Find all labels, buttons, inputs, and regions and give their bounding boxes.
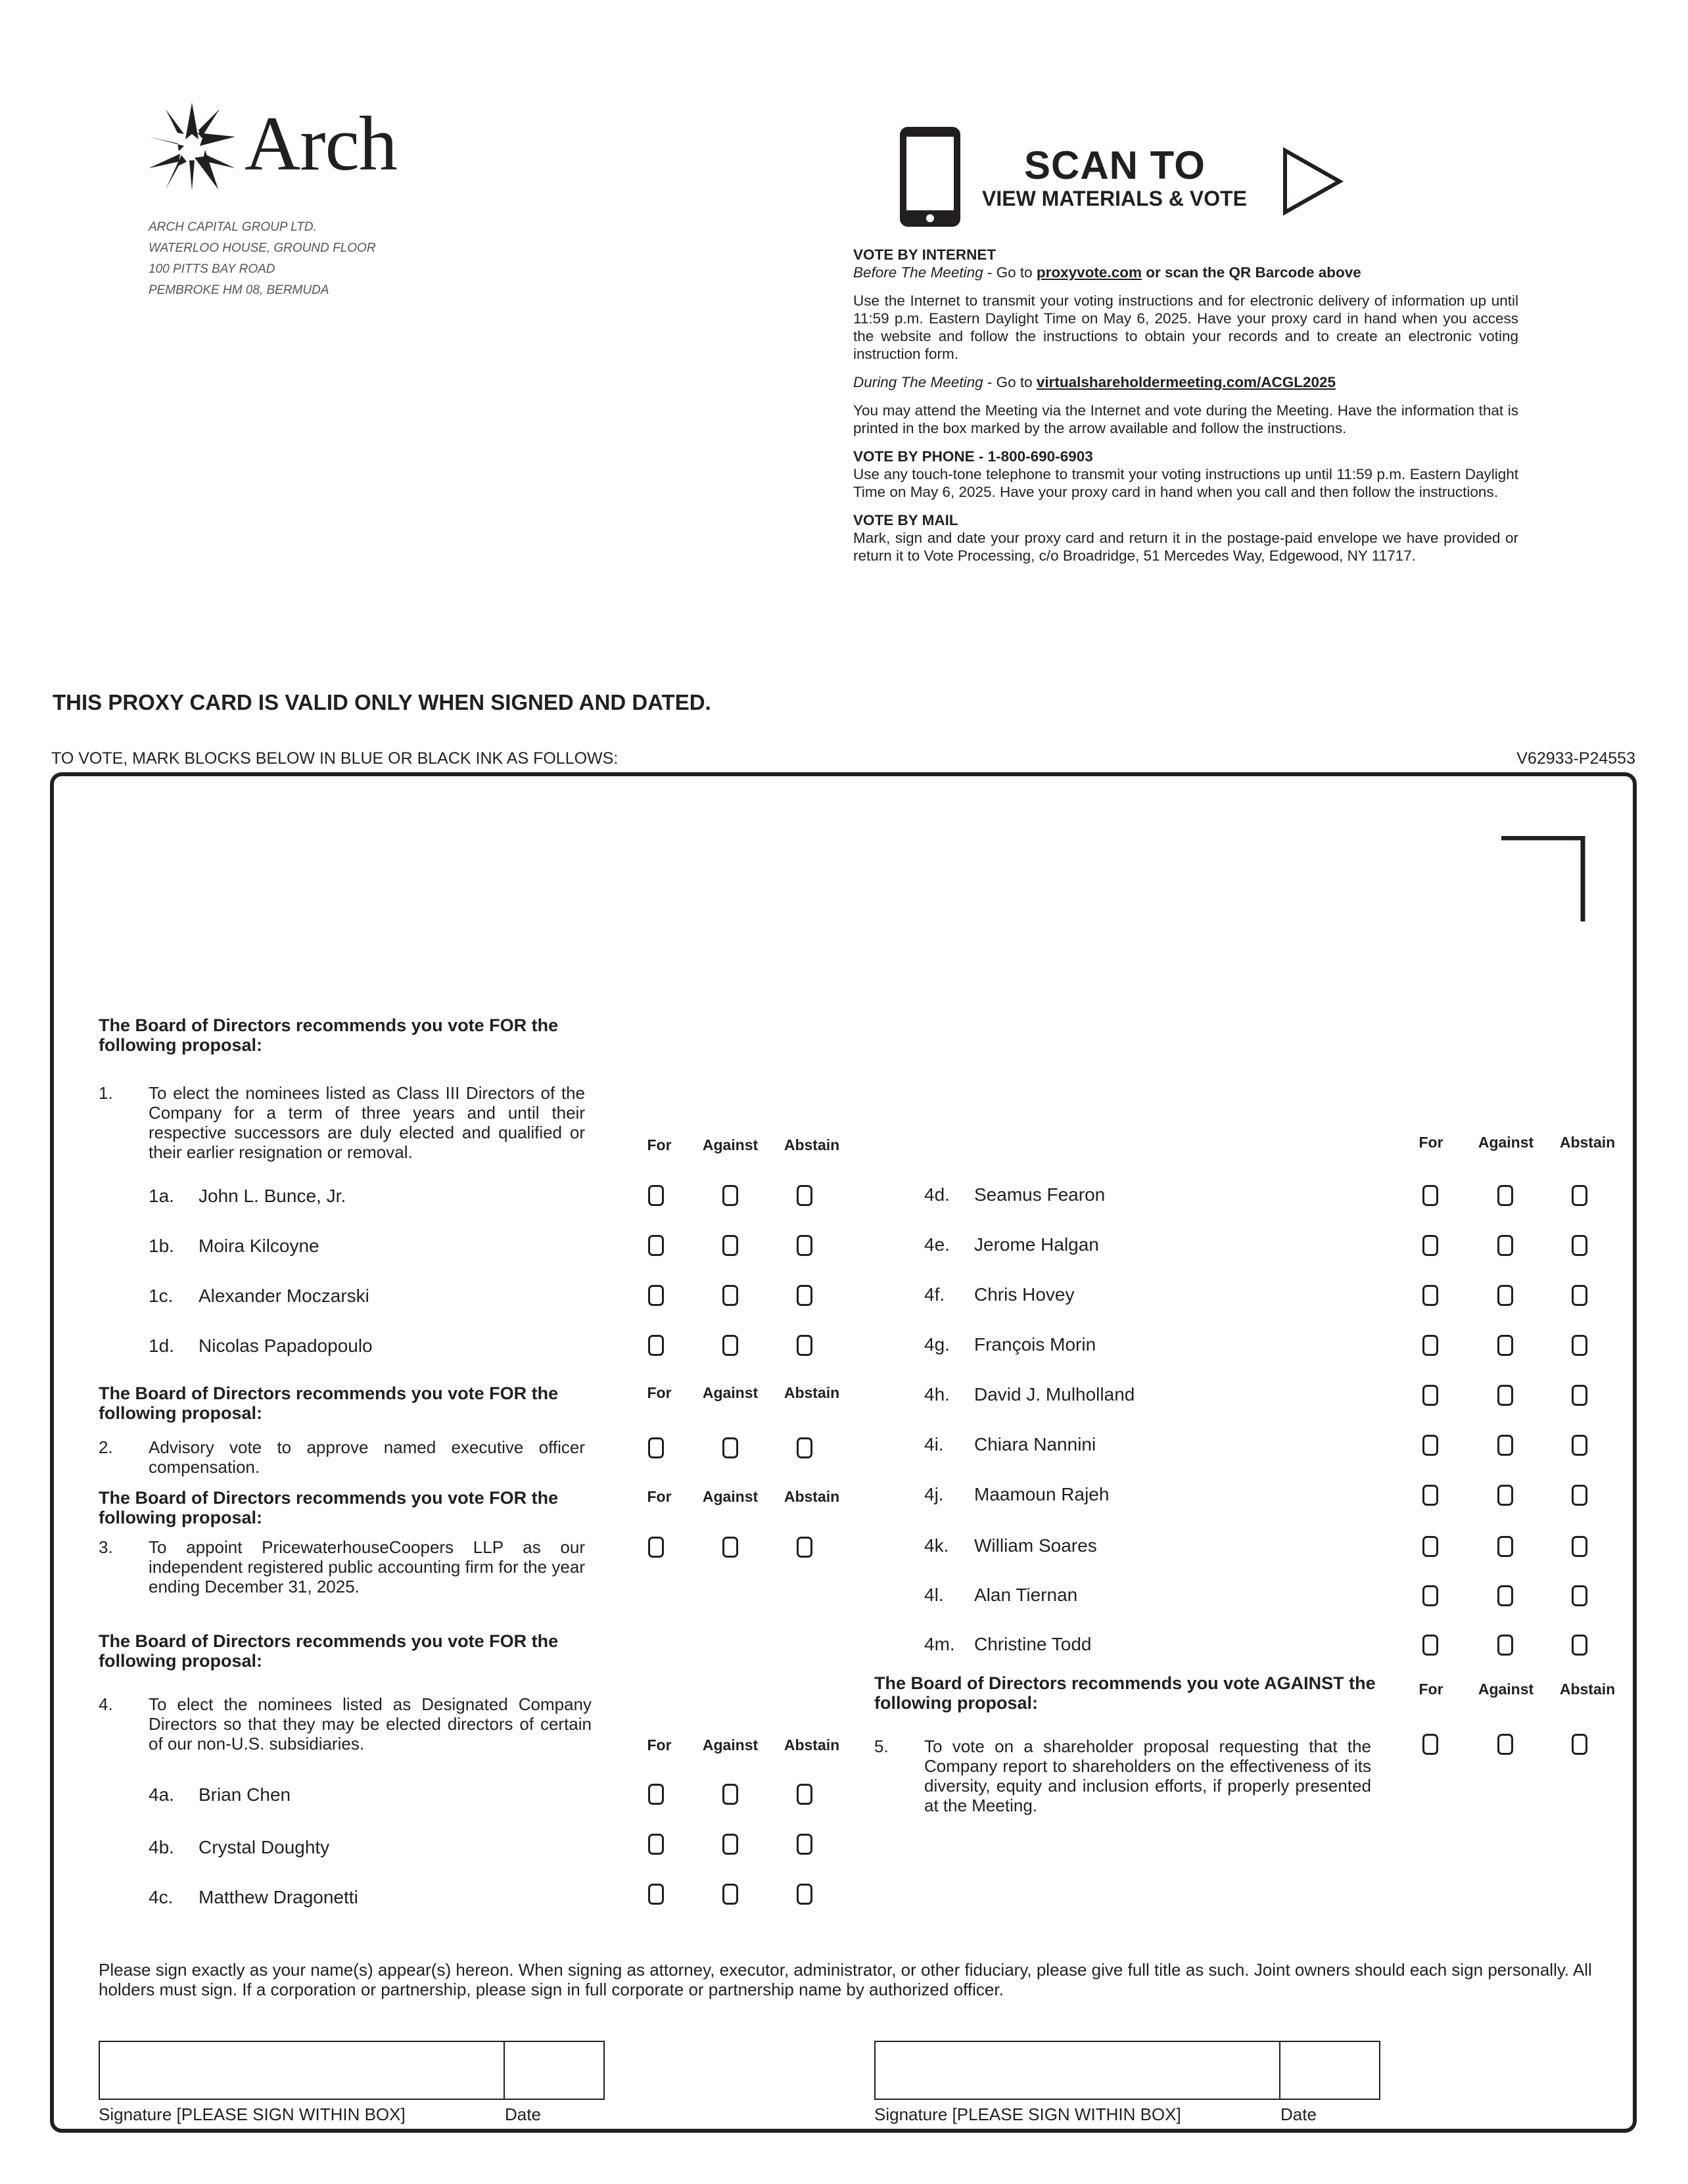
vote-abstain-checkbox[interactable] [797, 1784, 812, 1805]
nominee-name: Seamus Fearon [974, 1184, 1106, 1205]
vote-for-checkbox[interactable] [1422, 1285, 1438, 1306]
nominee-id: 4h. [924, 1384, 950, 1405]
proposal-number: 5. [874, 1736, 889, 1756]
nominee-name: Jerome Halgan [974, 1234, 1099, 1255]
vote-abstain-checkbox[interactable] [1572, 1536, 1587, 1557]
vote-abstain-checkbox[interactable] [1572, 1734, 1587, 1755]
during-goto-text: - Go to [983, 374, 1037, 390]
nominee-id: 4a. [149, 1784, 174, 1805]
qr-barcode-text: or scan the QR Barcode above [1141, 264, 1361, 281]
proposal-4-text: To elect the nominees listed as Designated Company Directors so that they may be elected directors of certain of our non-U.S. subsidiaries. [149, 1694, 592, 1754]
mail-instructions: Mark, sign and date your proxy card and return it in the postage-paid envelope we have provided or return it to Vote Processing, c/o Broadridge, 51 Mercedes Way, Edgewood, NY 11717. [853, 530, 1518, 564]
vote-for-checkbox[interactable] [1422, 1536, 1438, 1557]
column-header-against: Against [1478, 1134, 1534, 1151]
vote-against-checkbox[interactable] [1497, 1734, 1513, 1755]
vote-for-checkbox[interactable] [1422, 1734, 1438, 1755]
nominee-name: Moira Kilcoyne [199, 1236, 319, 1256]
vote-abstain-checkbox[interactable] [1572, 1185, 1587, 1206]
vote-against-checkbox[interactable] [722, 1285, 738, 1306]
nominee-name: François Morin [974, 1334, 1096, 1355]
column-header-abstain: Abstain [784, 1384, 840, 1401]
vote-for-checkbox[interactable] [648, 1185, 664, 1206]
nominee-id: 1c. [149, 1286, 174, 1306]
nominee-id: 4m. [924, 1634, 955, 1654]
column-header-for: For [1418, 1681, 1443, 1698]
vote-against-checkbox[interactable] [1497, 1285, 1513, 1306]
vote-abstain-checkbox[interactable] [1572, 1585, 1587, 1606]
during-meeting-instructions: You may attend the Meeting via the Internet and vote during the Meeting. Have the information that is printed in the box marked by the arrow available and follow the instructions. [853, 402, 1518, 436]
vote-by-mail-heading: VOTE BY MAIL [853, 512, 958, 528]
vote-for-checkbox[interactable] [648, 1437, 664, 1458]
column-header-abstain: Abstain [784, 1136, 840, 1153]
signature-input-1[interactable] [100, 2042, 505, 2099]
recommendation-heading: The Board of Directors recommends you vote FOR the following proposal: [99, 1015, 559, 1055]
nominee-id: 4c. [149, 1887, 174, 1907]
column-header-abstain: Abstain [784, 1736, 840, 1754]
vote-for-checkbox[interactable] [648, 1784, 664, 1805]
recommendation-against-heading: The Board of Directors recommends you vote AGAINST the following proposal: [874, 1673, 1376, 1713]
proxy-validity-notice: THIS PROXY CARD IS VALID ONLY WHEN SIGNED AND DATED. [53, 690, 711, 714]
column-header-against: Against [1478, 1681, 1534, 1698]
vote-against-checkbox[interactable] [722, 1884, 738, 1905]
vote-abstain-checkbox[interactable] [1572, 1235, 1587, 1256]
date-input-1[interactable] [506, 2042, 603, 2099]
recommendation-heading: The Board of Directors recommends you vote FOR the following proposal: [99, 1631, 559, 1671]
column-header-for: For [647, 1488, 672, 1505]
signature-input-2[interactable] [876, 2042, 1280, 2099]
vote-abstain-checkbox[interactable] [1572, 1385, 1587, 1406]
nominee-name: Brian Chen [199, 1784, 291, 1805]
vote-against-checkbox[interactable] [1497, 1235, 1513, 1256]
address-line: 100 PITTS BAY ROAD [149, 262, 275, 276]
vote-abstain-checkbox[interactable] [797, 1537, 812, 1558]
nominee-id: 4b. [149, 1837, 174, 1857]
recommendation-heading: The Board of Directors recommends you vote FOR the following proposal: [99, 1488, 559, 1527]
date-label-1: Date [505, 2104, 541, 2124]
vote-for-checkbox[interactable] [648, 1235, 664, 1256]
vote-abstain-checkbox[interactable] [797, 1235, 812, 1256]
vote-abstain-checkbox[interactable] [1572, 1635, 1587, 1656]
vote-abstain-checkbox[interactable] [797, 1335, 812, 1356]
vote-abstain-checkbox[interactable] [1572, 1285, 1587, 1306]
arch-logo-wordmark: Arch [245, 101, 397, 187]
to-vote-instruction: TO VOTE, MARK BLOCKS BELOW IN BLUE OR BLACK INK AS FOLLOWS: [51, 749, 619, 768]
nominee-id: 1b. [149, 1236, 174, 1256]
nominee-name: Maamoun Rajeh [974, 1484, 1110, 1504]
scan-to-title: SCAN TO [1024, 143, 1206, 187]
address-line: WATERLOO HOUSE, GROUND FLOOR [149, 241, 376, 255]
vote-for-checkbox[interactable] [648, 1537, 664, 1558]
vote-against-checkbox[interactable] [1497, 1335, 1513, 1356]
date-input-2[interactable] [1282, 2042, 1379, 2099]
nominee-id: 4f. [924, 1284, 945, 1305]
vote-against-checkbox[interactable] [722, 1834, 738, 1855]
proxyvote-link[interactable]: proxyvote.com [1036, 264, 1142, 281]
column-header-against: Against [702, 1488, 759, 1505]
proposal-number: 4. [99, 1694, 113, 1714]
virtual-meeting-link[interactable]: virtualshareholdermeeting.com/ACGL2025 [1036, 374, 1336, 390]
signature-label-1: Signature [PLEASE SIGN WITHIN BOX] [99, 2104, 406, 2124]
nominee-name: Alan Tiernan [974, 1585, 1078, 1605]
column-header-abstain: Abstain [1559, 1681, 1616, 1698]
column-header-abstain: Abstain [1559, 1134, 1616, 1151]
column-header-abstain: Abstain [784, 1488, 840, 1505]
vote-abstain-checkbox[interactable] [1572, 1435, 1587, 1456]
address-line: ARCH CAPITAL GROUP LTD. [149, 220, 317, 234]
vote-abstain-checkbox[interactable] [797, 1437, 812, 1458]
vote-against-checkbox[interactable] [1497, 1635, 1513, 1656]
vote-for-checkbox[interactable] [1422, 1585, 1438, 1606]
vote-for-checkbox[interactable] [648, 1285, 664, 1306]
vote-for-checkbox[interactable] [1422, 1435, 1438, 1456]
date-label-2: Date [1280, 2104, 1317, 2124]
vote-for-checkbox[interactable] [1422, 1185, 1438, 1206]
vote-abstain-checkbox[interactable] [797, 1185, 812, 1206]
vote-against-checkbox[interactable] [1497, 1185, 1513, 1206]
nominee-name: Nicolas Papadopoulo [199, 1336, 373, 1356]
scan-to-subtitle: VIEW MATERIALS & VOTE [982, 187, 1247, 210]
vote-for-checkbox[interactable] [648, 1834, 664, 1855]
nominee-id: 1a. [149, 1186, 174, 1206]
control-code: V62933-P24553 [1516, 749, 1635, 768]
column-header-against: Against [702, 1384, 759, 1401]
vote-abstain-checkbox[interactable] [797, 1884, 812, 1905]
proposal-2-text: Advisory vote to approve named executive officer compensation. [149, 1437, 585, 1477]
during-meeting-label: During The Meeting [853, 374, 983, 390]
during-meeting-line [853, 373, 1518, 391]
phone-instructions: Use any touch-tone telephone to transmit your voting instructions up until 11:59 p.m. Eastern Daylight Time on May 6, 2025. Have your proxy card in hand when you call and then follow the instructions. [853, 466, 1518, 500]
proposal-5-text: To vote on a shareholder proposal requesting that the Company report to shareholders on the effectiveness of its diversity, equity and inclusion efforts, if properly presented at the Meeting. [924, 1736, 1371, 1815]
nominee-name: Chiara Nannini [974, 1434, 1096, 1454]
vote-abstain-checkbox[interactable] [797, 1834, 812, 1855]
vote-against-checkbox[interactable] [1497, 1485, 1513, 1506]
vote-against-checkbox[interactable] [722, 1437, 738, 1458]
voting-instructions [853, 246, 1518, 565]
before-meeting-label: Before The Meeting [853, 264, 983, 281]
proposal-3-text: To appoint PricewaterhouseCoopers LLP as our independent registered public accounting firm for the year ending December 31, 2025. [149, 1537, 585, 1596]
vote-abstain-checkbox[interactable] [797, 1285, 812, 1306]
nominee-id: 4g. [924, 1334, 950, 1355]
vote-for-checkbox[interactable] [648, 1884, 664, 1905]
vote-against-checkbox[interactable] [1497, 1585, 1513, 1606]
column-header-for: For [647, 1736, 672, 1754]
play-arrow-icon [1282, 147, 1344, 216]
column-header-for: For [647, 1136, 672, 1153]
vote-for-checkbox[interactable] [1422, 1635, 1438, 1656]
nominee-name: Alexander Moczarski [199, 1286, 369, 1306]
column-header-for: For [1418, 1134, 1443, 1151]
before-meeting-line [853, 264, 1518, 281]
vote-against-checkbox[interactable] [1497, 1385, 1513, 1406]
vote-by-internet-heading: VOTE BY INTERNET [853, 246, 996, 263]
proposal-1-text: To elect the nominees listed as Class III Directors of the Company for a term of three years and until their respective successors are duly elected and qualified or their earlier resignation or removal. [149, 1083, 585, 1162]
vote-for-checkbox[interactable] [1422, 1335, 1438, 1356]
vote-by-phone-heading: VOTE BY PHONE - 1-800-690-6903 [853, 448, 1093, 465]
vote-for-checkbox[interactable] [1422, 1235, 1438, 1256]
proposal-number: 2. [99, 1437, 113, 1457]
vote-against-checkbox[interactable] [722, 1235, 738, 1256]
nominee-name: David J. Mulholland [974, 1384, 1135, 1405]
signature-label-2: Signature [PLEASE SIGN WITHIN BOX] [874, 2104, 1181, 2124]
nominee-name: Matthew Dragonetti [199, 1887, 358, 1907]
vote-against-checkbox[interactable] [1497, 1536, 1513, 1557]
nominee-name: Chris Hovey [974, 1284, 1075, 1305]
nominee-id: 4d. [924, 1184, 950, 1205]
vote-against-checkbox[interactable] [722, 1784, 738, 1805]
nominee-id: 1d. [149, 1336, 174, 1356]
company-address [149, 217, 477, 301]
nominee-id: 4k. [924, 1535, 949, 1556]
nominee-name: Christine Todd [974, 1634, 1092, 1654]
arch-star-logo-icon [146, 100, 238, 193]
nominee-name: William Soares [974, 1535, 1097, 1556]
nominee-id: 4j. [924, 1484, 944, 1504]
nominee-id: 4e. [924, 1234, 950, 1255]
vote-abstain-checkbox[interactable] [1572, 1335, 1587, 1356]
nominee-id: 4i. [924, 1434, 944, 1454]
vote-against-checkbox[interactable] [722, 1185, 738, 1206]
column-header-against: Against [702, 1136, 759, 1153]
vote-against-checkbox[interactable] [722, 1335, 738, 1356]
nominee-id: 4l. [924, 1585, 944, 1605]
vote-against-checkbox[interactable] [722, 1537, 738, 1558]
address-line: PEMBROKE HM 08, BERMUDA [149, 283, 329, 297]
vote-for-checkbox[interactable] [648, 1335, 664, 1356]
vote-against-checkbox[interactable] [1497, 1435, 1513, 1456]
internet-instructions: Use the Internet to transmit your voting instructions and for electronic delivery of information up until 11:59 p.m. Eastern Daylight Time on May 6, 2025. Have your proxy card in hand when you access the website and follow the instructions to obtain your records and to create an electronic voting instruction form. [853, 292, 1518, 362]
vote-abstain-checkbox[interactable] [1572, 1485, 1587, 1506]
column-header-against: Against [702, 1736, 759, 1754]
nominee-name: Crystal Doughty [199, 1837, 330, 1857]
corner-marker-icon [1501, 836, 1587, 921]
vote-for-checkbox[interactable] [1422, 1385, 1438, 1406]
proposal-number: 1. [99, 1083, 113, 1103]
column-header-for: For [647, 1384, 672, 1401]
proposal-number: 3. [99, 1537, 113, 1557]
signature-instruction: Please sign exactly as your name(s) appear(s) hereon. When signing as attorney, executor, administrator, or other fiduciary, please give full title as such. Joint owners should each sign personally. All holders must sign. If a corporation or partnership, please sign in full corporate or partnership name by authorized officer. [99, 1960, 1592, 1999]
before-goto-text: - Go to [983, 264, 1037, 281]
mobile-phone-icon [898, 125, 962, 229]
vote-for-checkbox[interactable] [1422, 1485, 1438, 1506]
recommendation-heading: The Board of Directors recommends you vote FOR the following proposal: [99, 1383, 559, 1423]
nominee-name: John L. Bunce, Jr. [199, 1186, 346, 1206]
